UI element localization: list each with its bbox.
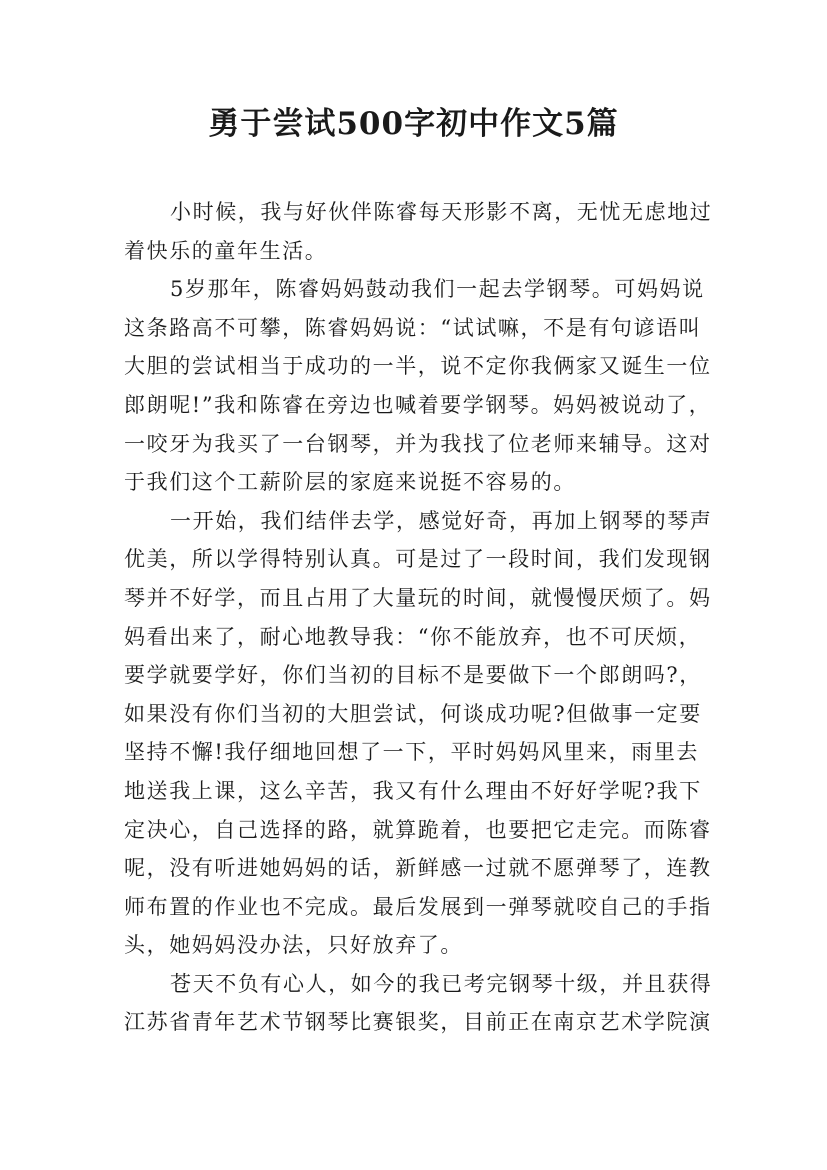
paragraph-line: 一开始，我们结伴去学，感觉好奇，再加上钢琴的琴声: [170, 508, 713, 533]
paragraph-line: 呢，没有听进她妈妈的话，新鲜感一过就不愿弹琴了，连教: [124, 856, 712, 881]
document-title: 勇于尝试500字初中作文5篇: [208, 106, 619, 142]
paragraph-line: 优美，所以学得特别认真。可是过了一段时间，我们发现钢: [124, 547, 712, 572]
paragraph-line: 大胆的尝试相当于成功的一半，说不定你我俩家又诞生一位: [124, 354, 712, 379]
paragraph-line: 如果没有你们当初的大胆尝试，何谈成功呢?但做事一定要: [124, 701, 702, 726]
paragraph-line: 师布置的作业也不完成。最后发展到一弹琴就咬自己的手指: [124, 894, 712, 919]
paragraph-line: 小时候，我与好伙伴陈睿每天形影不离，无忧无虑地过: [170, 200, 713, 224]
paragraph-line: 地送我上课，这么辛苦，我又有什么理由不好好学呢?我下: [124, 778, 702, 803]
paragraph-line: 一咬牙为我买了一台钢琴，并为我找了位老师来辅导。这对: [124, 431, 712, 456]
paragraph-line: 要学就要学好，你们当初的目标不是要做下一个郎朗吗?，: [124, 663, 702, 688]
paragraph-line: 这条路高不可攀，陈睿妈妈说：“试试嘛，不是有句谚语叫: [124, 315, 702, 340]
paragraph-line: 琴并不好学，而且占用了大量玩的时间，就慢慢厌烦了。妈: [124, 585, 712, 610]
paragraph-line: 苍天不负有心人，如今的我已考完钢琴十级，并且获得: [170, 971, 713, 996]
paragraph-line: 江苏省青年艺术节钢琴比赛银奖，目前正在南京艺术学院演: [124, 1010, 712, 1035]
paragraph-line: 5岁那年，陈睿妈妈鼓动我们一起去学钢琴。可妈妈说: [170, 277, 705, 302]
paragraph-line: 定决心，自己选择的路，就算跪着，也要把它走完。而陈睿: [124, 817, 712, 842]
paragraph-line: 郎朗呢!”我和陈睿在旁边也喊着要学钢琴。妈妈被说动了，: [124, 392, 712, 417]
paragraph-line: 头，她妈妈没办法，只好放弃了。: [124, 933, 463, 958]
document-body: [124, 193, 713, 1042]
paragraph-line: 着快乐的童年生活。: [124, 238, 328, 263]
paragraph-line: 坚持不懈!我仔细地回想了一下，平时妈妈风里来，雨里去: [124, 740, 700, 765]
paragraph-line: 于我们这个工薪阶层的家庭来说挺不容易的。: [124, 470, 576, 495]
paragraph-line: 妈看出来了，耐心地教导我：“你不能放弃，也不可厌烦，: [124, 624, 702, 649]
